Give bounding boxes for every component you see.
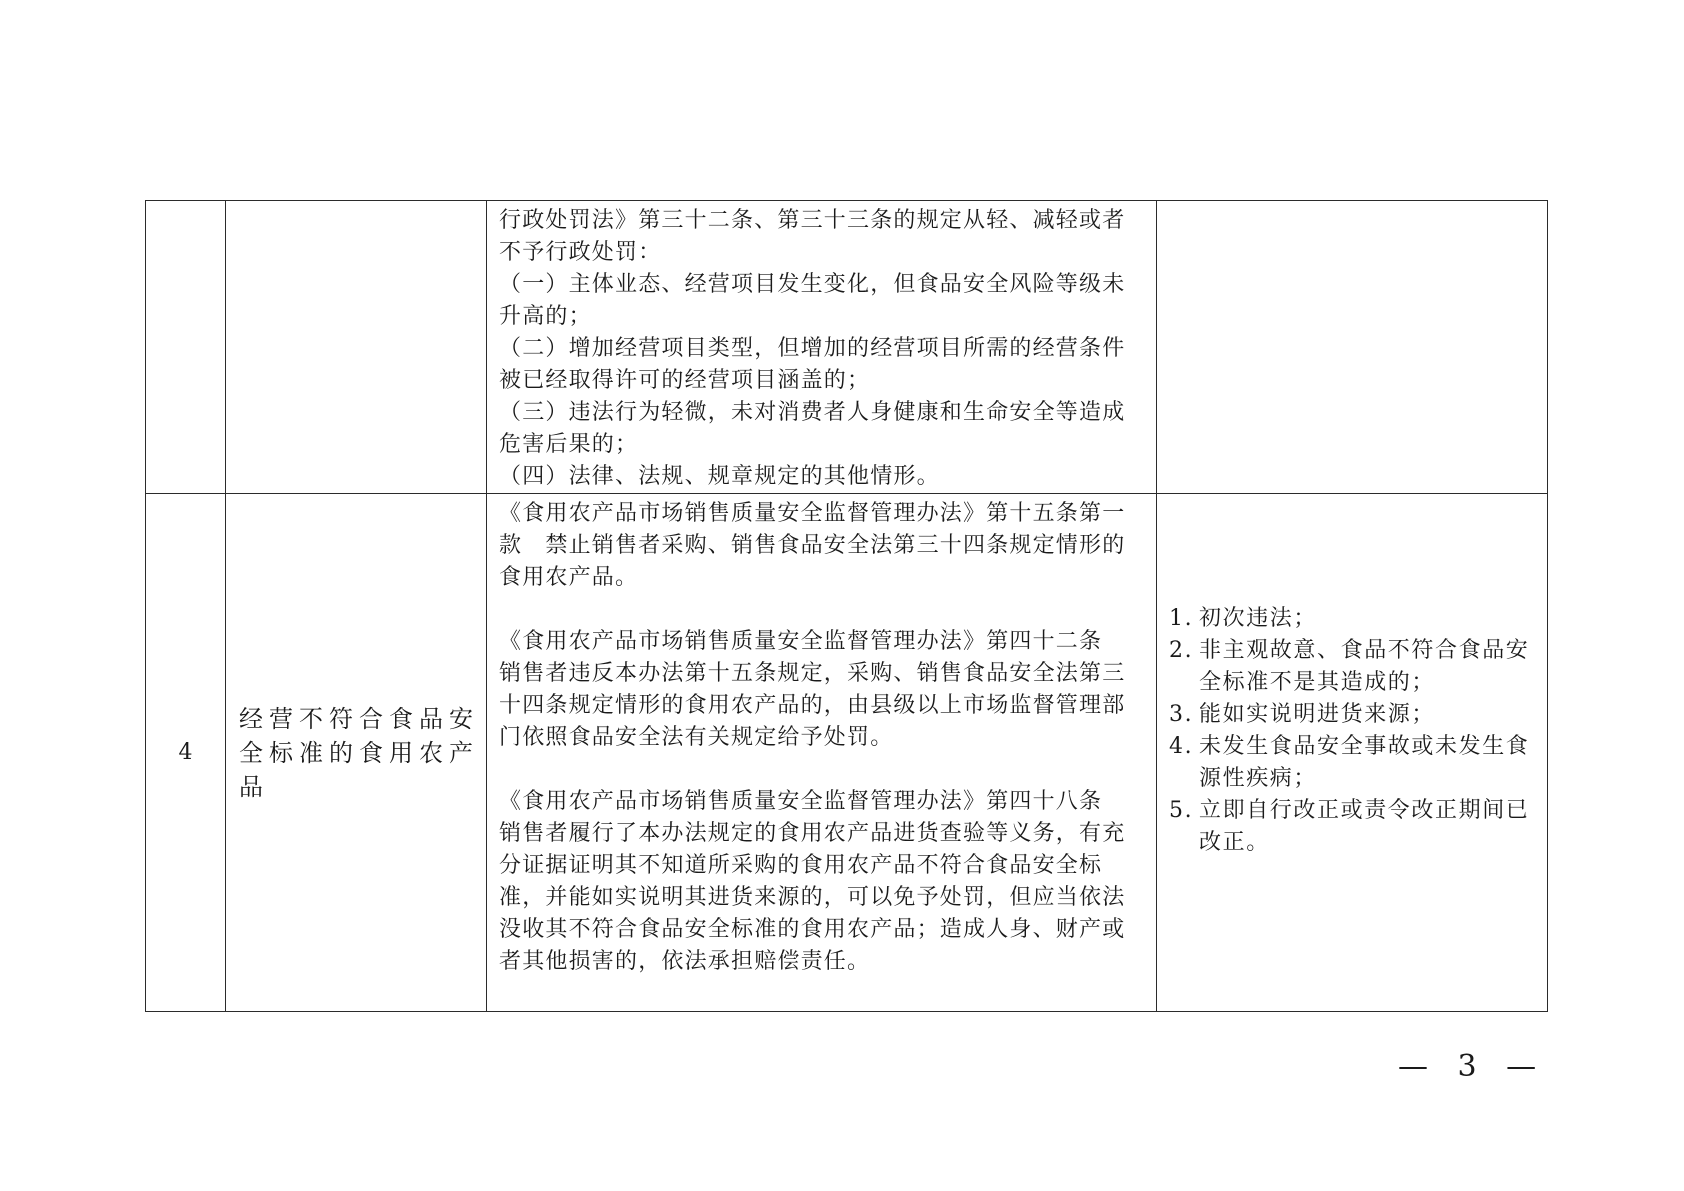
row-number-cell — [146, 201, 226, 494]
legal-basis-paragraph: （三）违法行为轻微，未对消费者人身健康和生命安全等造成危害后果的； — [499, 400, 1126, 457]
legal-basis-cell — [487, 201, 1157, 494]
condition-text: 立即自行改正或责令改正期间已改正。 — [1199, 797, 1530, 855]
conditions-cell — [1157, 201, 1548, 494]
legal-basis-paragraph: （四）法律、法规、规章规定的其他情形。 — [499, 464, 940, 489]
legal-basis-paragraph: 行政处罚法》第三十二条、第三十三条的规定从轻、减轻或者不予行政处罚： — [499, 208, 1126, 265]
legal-basis-paragraph: 《食用农产品市场销售质量安全监督管理办法》第十五条第一款 禁止销售者采购、销售食品安全法第三十四条规定情形的食用农产品。 — [499, 501, 1126, 590]
condition-number: 4. — [1169, 733, 1194, 759]
condition-number: 3. — [1169, 701, 1194, 727]
condition-item — [1169, 603, 1539, 635]
table-row-4 — [146, 494, 1548, 1012]
row-number-cell: 4 — [146, 494, 226, 1012]
condition-item — [1169, 699, 1539, 731]
conditions-cell — [1157, 494, 1548, 1012]
condition-number: 2. — [1169, 637, 1194, 663]
condition-item — [1169, 795, 1539, 859]
page-number: — 3 — — [1398, 1049, 1547, 1084]
legal-basis-paragraph: （二）增加经营项目类型，但增加的经营项目所需的经营条件被已经取得许可的经营项目涵盖的； — [499, 336, 1126, 393]
regulation-table — [145, 200, 1548, 1012]
condition-text: 非主观故意、食品不符合食品安全标准不是其造成的； — [1199, 637, 1530, 695]
condition-item — [1169, 635, 1539, 699]
condition-text: 初次违法； — [1199, 605, 1318, 631]
legal-basis-paragraph: （一）主体业态、经营项目发生变化，但食品安全风险等级未升高的； — [499, 272, 1126, 329]
legal-basis-paragraph: 《食用农产品市场销售质量安全监督管理办法》第四十八条 销售者履行了本办法规定的食用农产品进货查验等义务，有充分证据证明其不知道所采购的食用农产品不符合食品安全标准，并能如实说明其进货来源的，可以免予处罚，但应当依法没收其不符合食品安全标准的食用农产品；造成人身、财产或者其他损害的，依法承担赔偿责任。 — [499, 789, 1126, 974]
violation-name-cell: 经营不符合食品安全标准的食用农产品 — [226, 494, 487, 1012]
condition-number: 5. — [1169, 797, 1194, 823]
legal-basis-cell — [487, 494, 1157, 1012]
condition-number: 1. — [1169, 605, 1194, 631]
table-row-continued — [146, 201, 1548, 494]
conditions-list — [1157, 603, 1547, 903]
condition-text: 能如实说明进货来源； — [1199, 701, 1436, 727]
condition-item — [1169, 731, 1539, 795]
violation-name-cell — [226, 201, 487, 494]
condition-text: 未发生食品安全事故或未发生食源性疾病； — [1199, 733, 1530, 791]
legal-basis-paragraph: 《食用农产品市场销售质量安全监督管理办法》第四十二条 销售者违反本办法第十五条规定，采购、销售食品安全法第三十四条规定情形的食用农产品的，由县级以上市场监督管理部门依照食品安全法有关规定给予处罚。 — [499, 629, 1126, 750]
